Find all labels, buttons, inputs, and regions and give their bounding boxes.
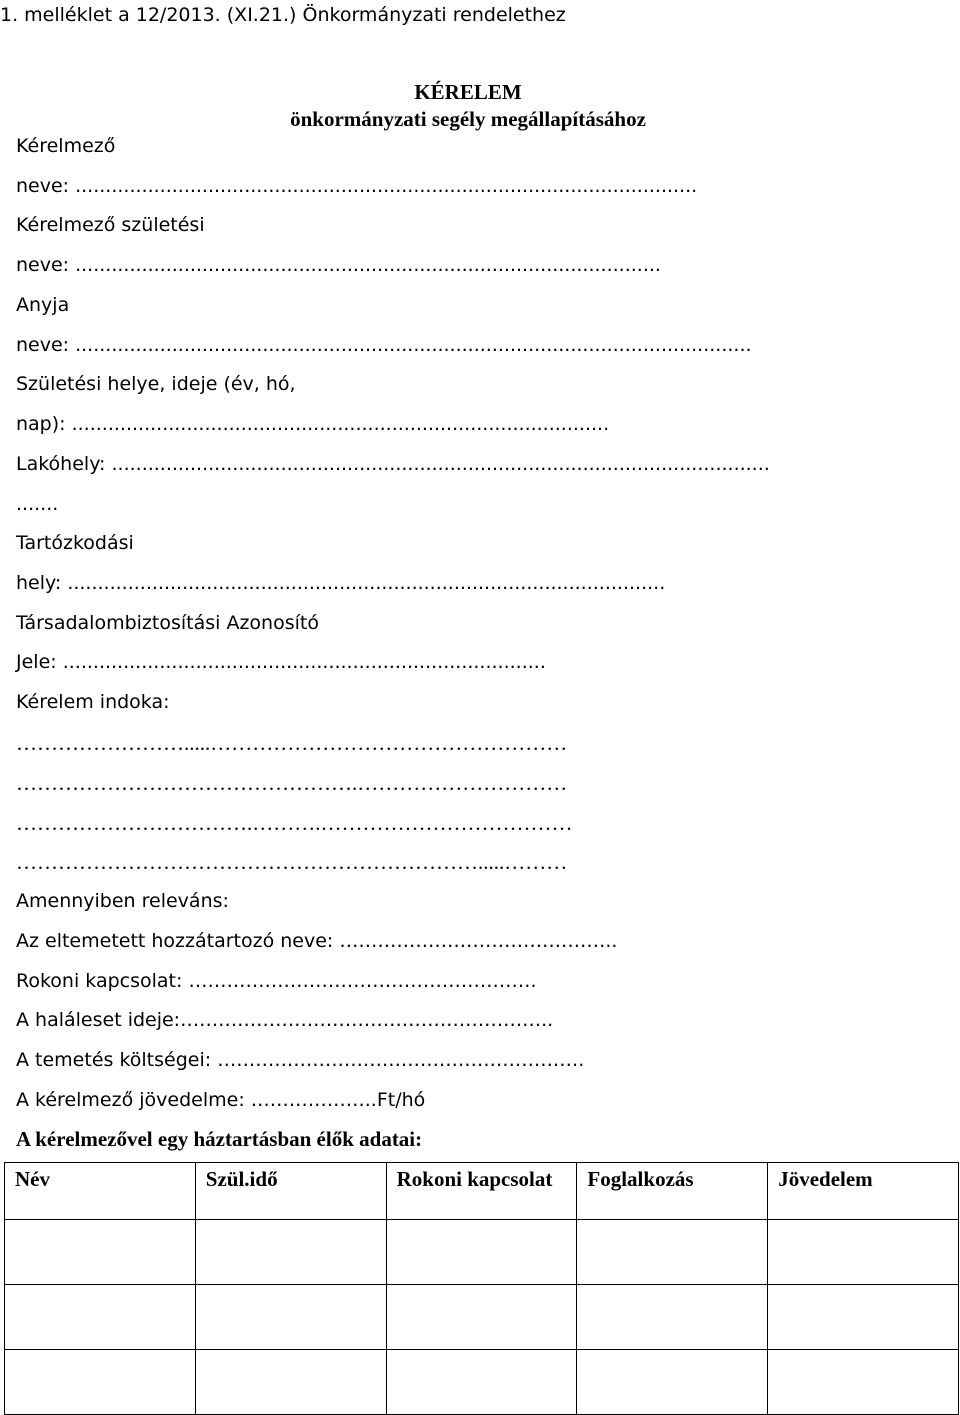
social-security-field[interactable]: Jele: ................................................................................ bbox=[16, 651, 546, 673]
table-row bbox=[5, 1220, 959, 1285]
birth-name-label: Kérelmező születési bbox=[16, 214, 205, 236]
birth-name-field[interactable]: neve: ................................................................................................. bbox=[16, 254, 661, 276]
stay-place-label: Tartózkodási bbox=[16, 532, 134, 554]
applicant-income-field[interactable]: A kérelmező jövedelme: ………………..Ft/hó bbox=[16, 1089, 426, 1111]
applicant-name-field[interactable]: neve: ....................................................................................................... bbox=[16, 175, 698, 197]
table-cell[interactable] bbox=[5, 1220, 196, 1285]
table-cell[interactable] bbox=[577, 1285, 768, 1350]
reason-line[interactable]: ………………………………………………………….....……… bbox=[16, 850, 568, 874]
residence-field[interactable]: Lakóhely: ............................................................................................................. bbox=[16, 453, 770, 475]
form-title: KÉRELEM bbox=[414, 80, 522, 104]
form-subtitle: önkormányzati segély megállapításához bbox=[290, 107, 646, 131]
column-occupation-header: Foglalkozás bbox=[577, 1163, 768, 1220]
reason-line[interactable]: …………………………….……….……………………………… bbox=[16, 811, 573, 835]
table-cell[interactable] bbox=[5, 1350, 196, 1415]
birth-place-date-label: Születési helye, ideje (év, hó, bbox=[16, 373, 296, 395]
column-birthdate-header: Szül.idő bbox=[195, 1163, 386, 1220]
table-cell[interactable] bbox=[386, 1220, 577, 1285]
table-row bbox=[5, 1350, 959, 1415]
column-relationship-header: Rokoni kapcsolat bbox=[386, 1163, 577, 1220]
birth-place-date-field[interactable]: nap): ......................................................................................... bbox=[16, 413, 610, 435]
table-cell[interactable] bbox=[5, 1285, 196, 1350]
table-cell[interactable] bbox=[195, 1220, 386, 1285]
residence-field-continued[interactable]: ....... bbox=[16, 493, 59, 515]
reason-line[interactable]: ………………………………………….………………………… bbox=[16, 771, 568, 795]
column-income-header: Jövedelem bbox=[768, 1163, 959, 1220]
date-of-death-field[interactable]: A haláleset ideje:………………………………………………….. bbox=[16, 1009, 554, 1031]
table-cell[interactable] bbox=[768, 1220, 959, 1285]
household-heading: A kérelmezővel egy háztartásban élők adatai: bbox=[16, 1127, 423, 1151]
table-row bbox=[5, 1285, 959, 1350]
table-cell[interactable] bbox=[577, 1350, 768, 1415]
household-table bbox=[4, 1162, 959, 1415]
relevant-heading: Amennyiben releváns: bbox=[16, 890, 229, 912]
column-name-header: Név bbox=[5, 1163, 196, 1220]
mother-label: Anyja bbox=[16, 294, 70, 316]
stay-place-field[interactable]: hely: ................................................................................................... bbox=[16, 572, 666, 594]
reason-line[interactable]: …………………….....…………………………………………… bbox=[16, 731, 568, 755]
table-cell[interactable] bbox=[577, 1220, 768, 1285]
table-cell[interactable] bbox=[386, 1350, 577, 1415]
reason-label: Kérelem indoka: bbox=[16, 691, 170, 713]
relationship-field[interactable]: Rokoni kapcsolat: ………………………………………………. bbox=[16, 970, 537, 992]
table-cell[interactable] bbox=[768, 1285, 959, 1350]
applicant-label: Kérelmező bbox=[16, 135, 116, 157]
household-header-row bbox=[5, 1163, 959, 1220]
funeral-costs-field[interactable]: A temetés költségei: …………………………………………………. bbox=[16, 1049, 585, 1071]
table-cell[interactable] bbox=[195, 1285, 386, 1350]
table-cell[interactable] bbox=[386, 1285, 577, 1350]
mother-name-field[interactable]: neve: ................................................................................................................ bbox=[16, 334, 752, 356]
table-cell[interactable] bbox=[768, 1350, 959, 1415]
social-security-label: Társadalombiztosítási Azonosító bbox=[16, 612, 319, 634]
deceased-name-field[interactable]: Az eltemetett hozzátartozó neve: …………………………………….. bbox=[16, 930, 618, 952]
regulation-annex-note: 1. melléklet a 12/2013. (XI.21.) Önkormányzati rendelethez bbox=[0, 4, 566, 26]
table-cell[interactable] bbox=[195, 1350, 386, 1415]
